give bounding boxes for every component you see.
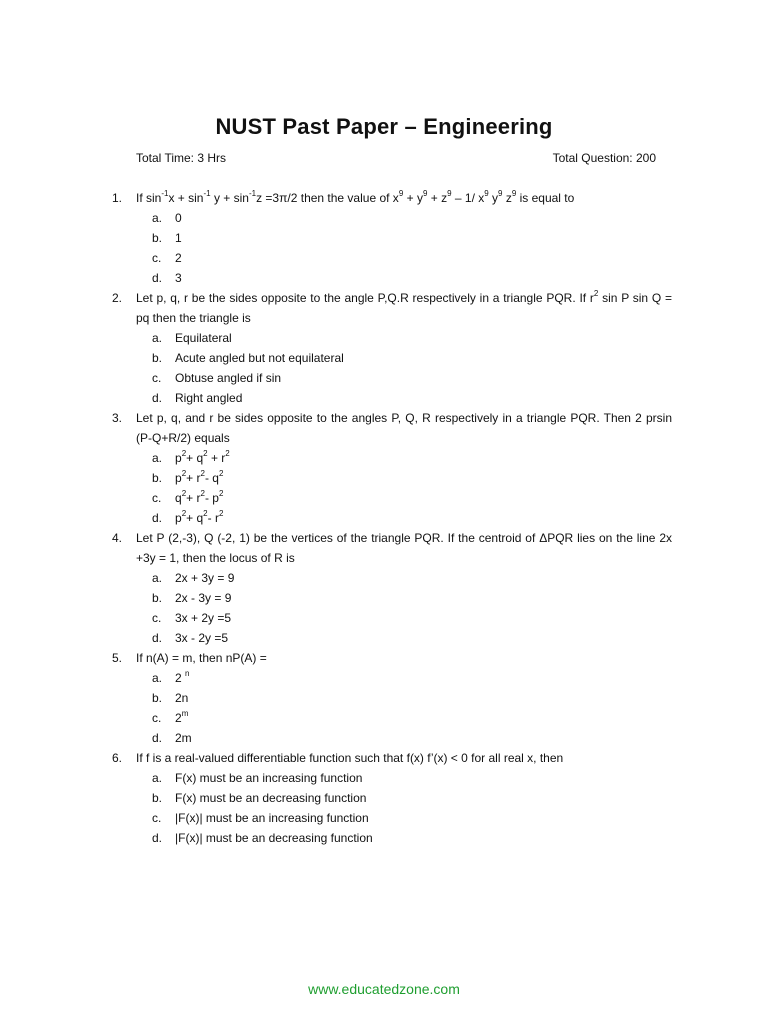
option-text: 0 (175, 211, 182, 225)
option-item (152, 728, 672, 748)
superscript: m (181, 709, 189, 718)
text-fragment: + r (207, 451, 226, 465)
text-fragment: 2 (175, 711, 182, 725)
option-item (152, 368, 672, 388)
option-item (152, 828, 672, 848)
option-letter: c. (152, 611, 162, 625)
option-item (152, 228, 672, 248)
superscript: 2 (181, 509, 187, 518)
text-fragment: Let P (2,-3), Q (-2, 1) be the vertices of the triangle PQR. If the centroid of ΔPQR lies on the line 2x +3y = 1, then the locus of R is (136, 531, 672, 565)
text-fragment: + z (427, 191, 448, 205)
option-letter: a. (152, 211, 163, 225)
option-list (152, 208, 672, 288)
option-letter: d. (152, 731, 163, 745)
option-item (152, 268, 672, 288)
superscript: -1 (161, 189, 169, 198)
question-item (112, 648, 672, 748)
superscript: 9 (511, 189, 517, 198)
option-letter: c. (152, 711, 162, 725)
superscript: n (185, 669, 190, 678)
superscript: 2 (218, 489, 224, 498)
option-letter: c. (152, 371, 162, 385)
text-fragment: q (175, 491, 182, 505)
option-letter: a. (152, 331, 163, 345)
option-list (152, 568, 672, 648)
text-fragment: – 1/ x (451, 191, 485, 205)
superscript: 9 (422, 189, 428, 198)
option-text: Equilateral (175, 331, 232, 345)
text-fragment: Let p, q, r be the sides opposite to the angle P,Q.R respectively in a triangle PQR. If r (136, 291, 594, 305)
text-fragment: sin P sin Q = pq then the triangle is (136, 291, 672, 325)
superscript: 2 (181, 489, 187, 498)
option-letter: b. (152, 351, 163, 365)
superscript: 9 (398, 189, 404, 198)
text-fragment: If n(A) = m, then nP(A) = (136, 651, 267, 665)
option-item (152, 628, 672, 648)
question-text (136, 528, 672, 568)
option-item (152, 208, 672, 228)
option-item (152, 668, 672, 688)
superscript: 2 (218, 469, 224, 478)
option-item (152, 568, 672, 588)
question-item (112, 528, 672, 648)
text-fragment: - p (204, 491, 219, 505)
option-item (152, 348, 672, 368)
option-list (152, 668, 672, 748)
option-text: |F(x)| must be an decreasing function (175, 831, 373, 845)
superscript: 2 (181, 449, 187, 458)
footer-link[interactable]: www.educatedzone.com (308, 981, 460, 997)
text-fragment: - r (207, 511, 219, 525)
option-text: F(x) must be an increasing function (175, 771, 363, 785)
question-item (112, 288, 672, 408)
option-letter: b. (152, 691, 163, 705)
option-list (152, 768, 672, 848)
question-item (112, 748, 672, 848)
text-fragment: p (175, 511, 182, 525)
question-item (112, 188, 672, 288)
question-text (136, 748, 672, 768)
option-letter: c. (152, 491, 162, 505)
question-text (136, 648, 672, 668)
option-item (152, 808, 672, 828)
option-text (175, 448, 230, 468)
superscript: 2 (218, 509, 224, 518)
option-letter: d. (152, 831, 163, 845)
text-fragment: z (502, 191, 512, 205)
option-letter: a. (152, 771, 163, 785)
option-text: 2m (175, 731, 192, 745)
option-letter: b. (152, 791, 163, 805)
option-letter: c. (152, 811, 162, 825)
option-text: 3x - 2y =5 (175, 631, 229, 645)
option-text: F(x) must be an decreasing function (175, 791, 367, 805)
option-text: 3x + 2y =5 (175, 611, 232, 625)
option-item (152, 608, 672, 628)
text-fragment: + q (186, 451, 204, 465)
question-number: 4. (112, 531, 123, 545)
option-letter: a. (152, 451, 163, 465)
text-fragment: z =3π/2 then the value of x (256, 191, 399, 205)
option-letter: b. (152, 471, 163, 485)
superscript: 2 (200, 469, 205, 478)
option-text (175, 488, 223, 508)
option-text: 2x + 3y = 9 (175, 571, 235, 585)
option-letter: d. (152, 391, 163, 405)
option-text: Right angled (175, 391, 243, 405)
text-fragment: + r (186, 471, 201, 485)
option-letter: d. (152, 271, 163, 285)
option-letter: b. (152, 591, 163, 605)
total-question: Total Question: 200 (552, 151, 656, 165)
option-item (152, 468, 672, 488)
option-item (152, 788, 672, 808)
question-number: 5. (112, 651, 123, 665)
option-text (175, 668, 189, 688)
option-text (175, 468, 223, 488)
superscript: 9 (484, 189, 489, 198)
text-fragment: y + sin (210, 191, 249, 205)
superscript: 2 (181, 469, 187, 478)
question-number: 1. (112, 191, 123, 205)
page-title: NUST Past Paper – Engineering (215, 114, 553, 139)
option-item (152, 328, 672, 348)
option-list (152, 328, 672, 408)
option-item (152, 248, 672, 268)
superscript: 2 (203, 449, 208, 458)
option-text: 1 (175, 231, 182, 245)
option-text: Obtuse angled if sin (175, 371, 282, 385)
superscript: 2 (225, 449, 230, 458)
question-item (112, 408, 672, 528)
question-text (136, 288, 672, 328)
superscript: -1 (248, 189, 257, 198)
option-letter: a. (152, 571, 163, 585)
option-letter: a. (152, 671, 163, 685)
option-item (152, 708, 672, 728)
question-number: 2. (112, 291, 123, 305)
option-text: 3 (175, 271, 182, 285)
text-fragment: If sin (136, 191, 162, 205)
text-fragment: If f is a real-valued differentiable function such that f(x) f’(x) < 0 for all real x, then (136, 751, 564, 765)
question-number: 6. (112, 751, 123, 765)
option-item (152, 448, 672, 468)
text-fragment: Let p, q, and r be sides opposite to the angles P, Q, R respectively in a triangle PQR. Then 2 prsin (P-Q+R/2) equals (136, 411, 672, 445)
total-time: Total Time: 3 Hrs (136, 151, 227, 165)
text-fragment: + q (186, 511, 204, 525)
option-text: Acute angled but not equilateral (175, 351, 344, 365)
option-letter: b. (152, 231, 163, 245)
question-text (136, 408, 672, 448)
option-item (152, 488, 672, 508)
option-text: 2n (175, 691, 189, 705)
option-text: |F(x)| must be an increasing function (175, 811, 369, 825)
text-fragment: x + sin (168, 191, 204, 205)
option-item (152, 688, 672, 708)
superscript: 9 (447, 189, 452, 198)
text-fragment: - q (204, 471, 219, 485)
option-letter: c. (152, 251, 162, 265)
text-fragment: 2 (175, 671, 186, 685)
text-fragment: + y (403, 191, 423, 205)
option-item (152, 508, 672, 528)
text-fragment: is equal to (516, 191, 575, 205)
text-fragment: p (175, 471, 182, 485)
text-fragment: y (488, 191, 499, 205)
superscript: 2 (203, 509, 208, 518)
superscript: 9 (498, 189, 503, 198)
option-letter: d. (152, 511, 163, 525)
option-text: 2 (175, 251, 182, 265)
superscript: 2 (593, 289, 599, 298)
superscript: -1 (203, 189, 211, 198)
option-text (175, 708, 188, 728)
option-text (175, 508, 223, 528)
option-text: 2x - 3y = 9 (175, 591, 232, 605)
text-fragment: + r (186, 491, 201, 505)
option-item (152, 388, 672, 408)
question-list (112, 188, 672, 848)
question-text (136, 188, 672, 208)
option-item (152, 588, 672, 608)
option-letter: d. (152, 631, 163, 645)
superscript: 2 (200, 489, 205, 498)
option-list (152, 448, 672, 528)
text-fragment: p (175, 451, 182, 465)
question-number: 3. (112, 411, 123, 425)
option-item (152, 768, 672, 788)
